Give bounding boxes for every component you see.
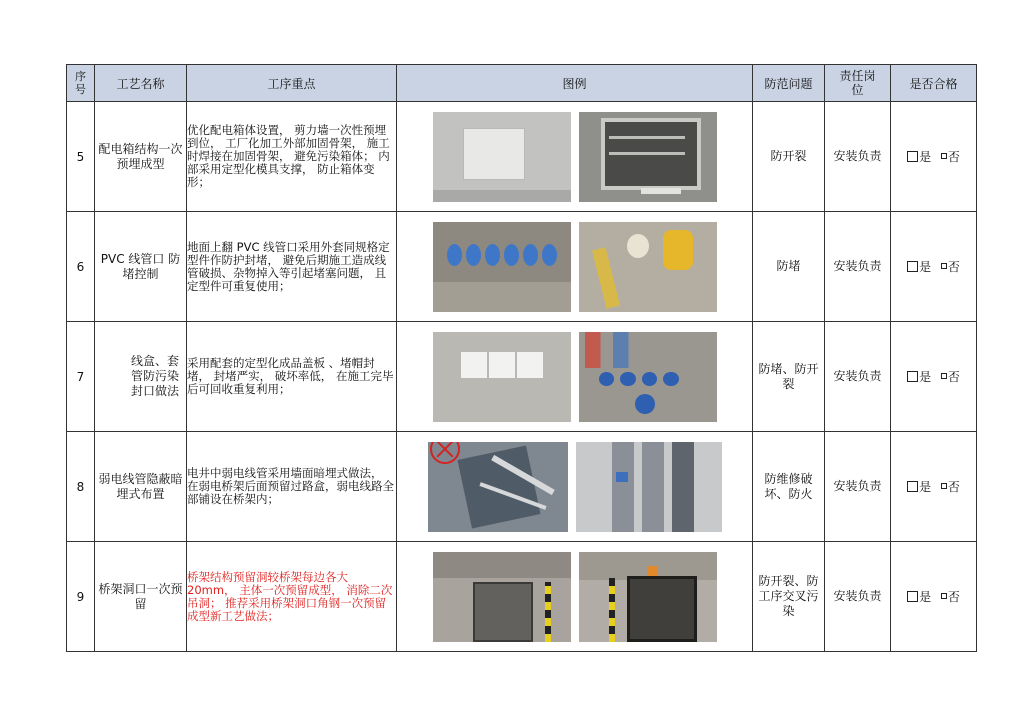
no-label: 否 <box>947 260 960 274</box>
header-resp: 责任岗位 <box>825 65 891 102</box>
process-name: PVC 线管口 防堵控制 <box>95 212 187 322</box>
process-table <box>66 64 977 652</box>
tray-opening-floor-photo <box>433 552 571 642</box>
no-label: 否 <box>947 370 960 384</box>
pass-check <box>891 212 977 322</box>
process-name: 弱电线管隐蔽暗埋式布置 <box>95 432 187 542</box>
responsible-post: 安装负责 <box>825 102 891 212</box>
pass-check <box>891 102 977 212</box>
table-row <box>67 212 977 322</box>
process-key-points: 电井中弱电线管采用墙面暗埋式做法， 在弱电桥架后面预留过路盒，弱电线路全部铺设在桥架内； <box>187 432 397 542</box>
header-key: 工序重点 <box>187 65 397 102</box>
no-checkbox[interactable] <box>941 153 947 159</box>
yes-checkbox[interactable] <box>907 481 918 492</box>
header-name: 工艺名称 <box>95 65 187 102</box>
header-num: 序号 <box>67 65 95 102</box>
example-images <box>397 102 753 212</box>
yes-checkbox[interactable] <box>907 371 918 382</box>
no-checkbox[interactable] <box>941 373 947 379</box>
process-key-points: 地面上翻 PVC 线管口采用外套同规格定型件作防护封堵， 避免后期施工造成线管破损、杂物掉入等引起堵塞问题， 且定型件可重复使用； <box>187 212 397 322</box>
row-number: 6 <box>67 212 95 322</box>
prevention-issue: 防开裂、防工序交叉污染 <box>753 542 825 652</box>
responsible-post: 安装负责 <box>825 212 891 322</box>
example-images <box>397 542 753 652</box>
pass-check <box>891 432 977 542</box>
row-number: 7 <box>67 322 95 432</box>
wrong-mark-icon <box>430 442 460 464</box>
prevention-issue: 防堵 <box>753 212 825 322</box>
header-images: 图例 <box>397 65 753 102</box>
process-key-points: 桥架结构预留洞较桥架每边各大20mm， 主体一次预留成型， 消除二次吊洞； 推荐采用桥架洞口角钢一次预留成型新工艺做法； <box>187 542 397 652</box>
responsible-post: 安装负责 <box>825 542 891 652</box>
no-checkbox[interactable] <box>941 593 947 599</box>
pass-check <box>891 322 977 432</box>
process-name: 配电箱结构一次预埋成型 <box>95 102 187 212</box>
tray-opening-angle-steel-photo <box>579 552 717 642</box>
header-pass: 是否合格 <box>891 65 977 102</box>
process-key-points: 采用配套的定型化成品盖板 、堵帽封堵， 封堵严实， 破坏率低， 在施工完毕后可回收重复利用； <box>187 322 397 432</box>
prevention-issue: 防堵、防开裂 <box>753 322 825 432</box>
messy-wiring-photo <box>428 442 568 532</box>
example-images <box>397 322 753 432</box>
yes-label: 是 <box>919 370 932 384</box>
example-images <box>397 212 753 322</box>
example-images <box>397 432 753 542</box>
process-name: 桥架洞口一次预留 <box>95 542 187 652</box>
table-row <box>67 102 977 212</box>
process-name: 线盒、套管防污染封口做法 <box>95 322 187 432</box>
header-issue: 防范问题 <box>753 65 825 102</box>
no-checkbox[interactable] <box>941 263 947 269</box>
responsible-post: 安装负责 <box>825 432 891 542</box>
no-label: 否 <box>947 480 960 494</box>
sleeve-caps-photo <box>579 332 717 422</box>
yes-checkbox[interactable] <box>907 591 918 602</box>
concealed-conduit-photo <box>576 442 722 532</box>
yes-label: 是 <box>919 150 932 164</box>
pass-check <box>891 542 977 652</box>
no-label: 否 <box>947 150 960 164</box>
pvc-pipe-caps-photo <box>433 222 571 312</box>
yes-label: 是 <box>919 480 932 494</box>
pvc-pipe-plug-photo <box>579 222 717 312</box>
table-row <box>67 542 977 652</box>
distribution-box-wall-photo <box>433 112 571 202</box>
table-row <box>67 432 977 542</box>
distribution-box-frame-photo <box>579 112 717 202</box>
yes-checkbox[interactable] <box>907 151 918 162</box>
row-number: 8 <box>67 432 95 542</box>
process-key-points: 优化配电箱体设置， 剪力墙一次性预埋到位， 工厂化加工外部加固骨架， 施工时焊接在加固骨架， 避免污染箱体； 内部采用定型化模具支撑， 防止箱体变形； <box>187 102 397 212</box>
prevention-issue: 防维修破坏、防火 <box>753 432 825 542</box>
yes-label: 是 <box>919 590 932 604</box>
table-row <box>67 322 977 432</box>
yes-label: 是 <box>919 260 932 274</box>
junction-box-covers-photo <box>433 332 571 422</box>
row-number: 5 <box>67 102 95 212</box>
prevention-issue: 防开裂 <box>753 102 825 212</box>
no-label: 否 <box>947 590 960 604</box>
no-checkbox[interactable] <box>941 483 947 489</box>
row-number: 9 <box>67 542 95 652</box>
header-row <box>67 65 977 102</box>
yes-checkbox[interactable] <box>907 261 918 272</box>
responsible-post: 安装负责 <box>825 322 891 432</box>
